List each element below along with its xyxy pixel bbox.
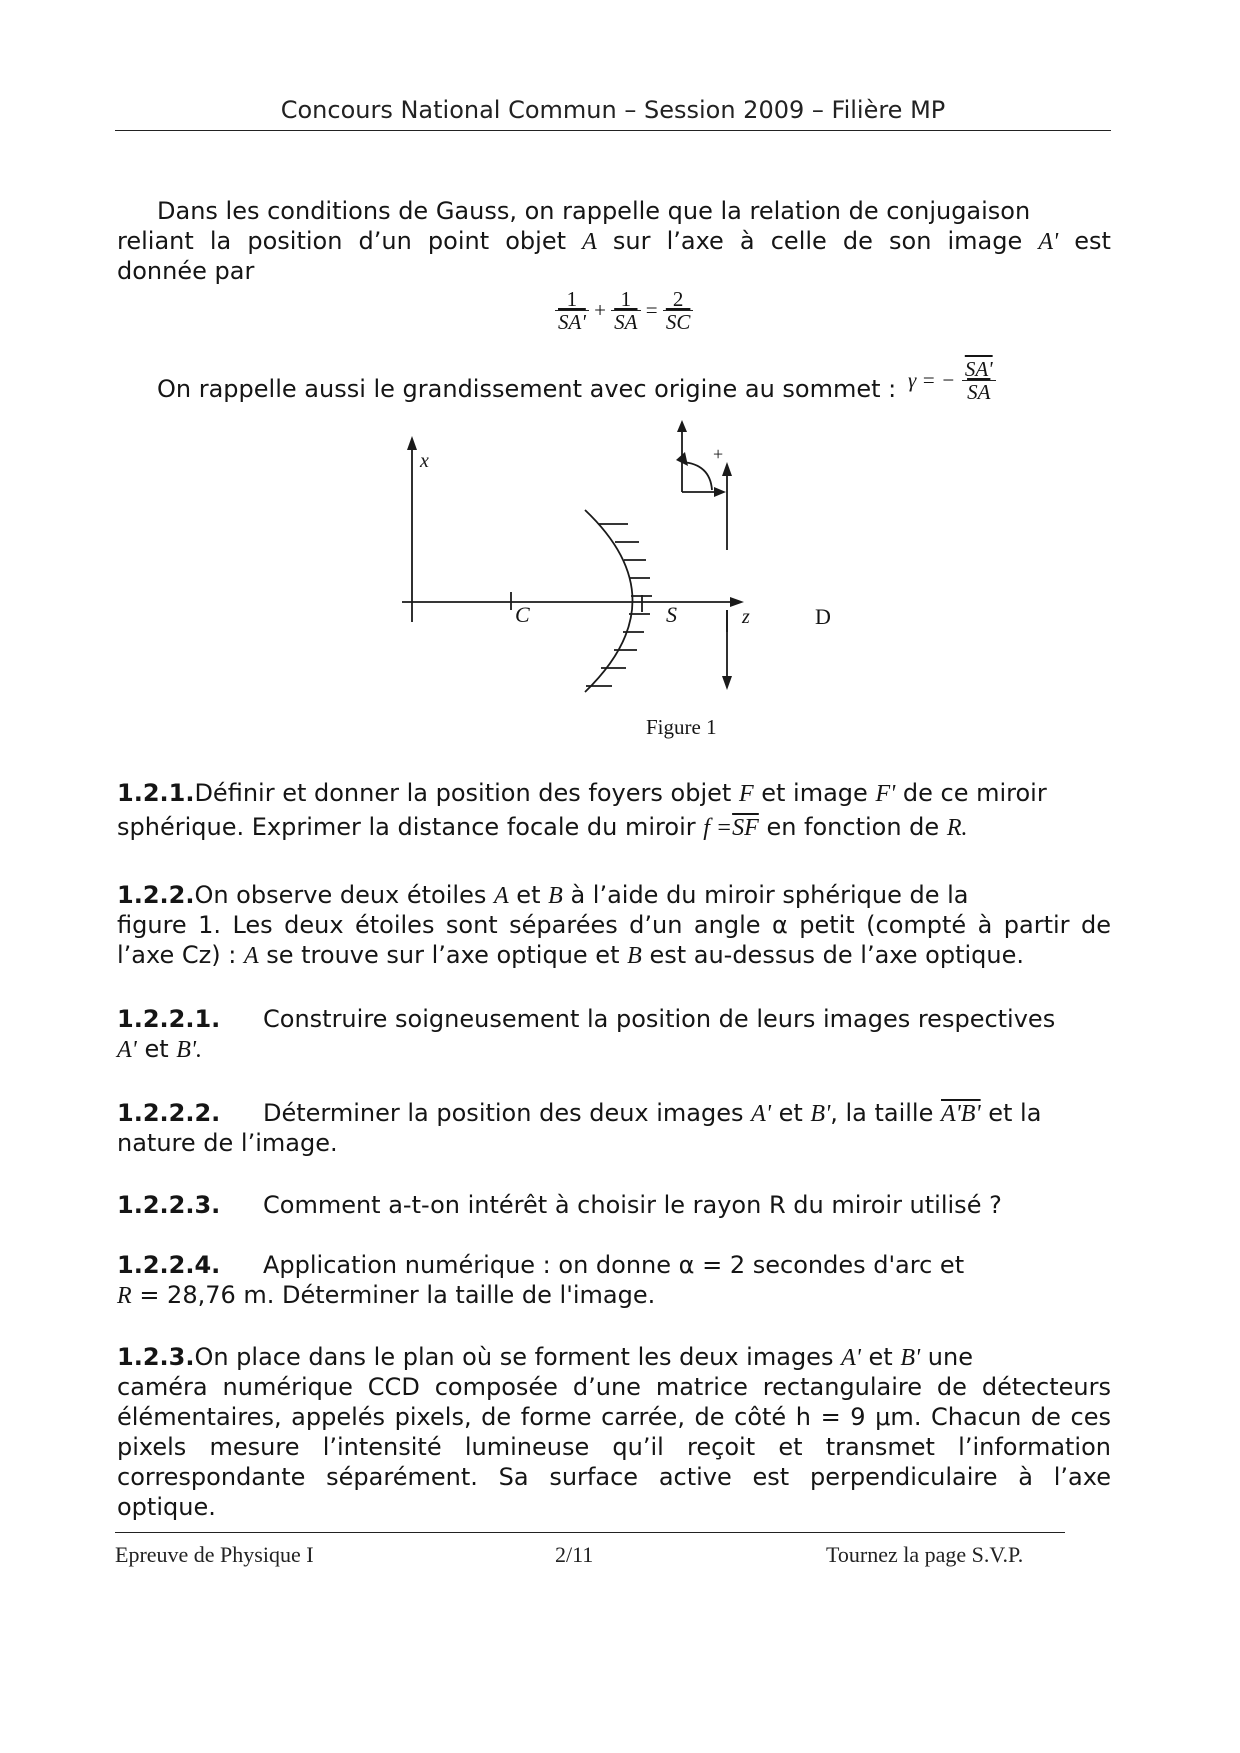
footer-page-number: 2/11: [555, 1542, 594, 1567]
footer-right: Tournez la page S.V.P.: [826, 1542, 1024, 1567]
magnification-formula: γ = − $\frac{SA'}{SA}$: [908, 358, 996, 403]
question-1-2-3-line-4: pixels mesure l’intensité lumineuse qu’il reçoit et transmet l’information: [117, 1433, 1111, 1461]
question-1-2-2-2-number: 1.2.2.2.: [117, 1099, 221, 1127]
question-1-2-2-4-line-2: R = 28,76 m. Déterminer la taille de l'image.: [117, 1281, 656, 1309]
d-arrow-down-head: [722, 676, 732, 690]
spherical-mirror: [585, 510, 633, 692]
intro-line-3: donnée par: [117, 257, 255, 285]
page-header: Concours National Commun – Session 2009 – Filière MP: [280, 96, 946, 124]
question-1-2-2-4-number: 1.2.2.4.: [117, 1251, 221, 1279]
intro-line-1: Dans les conditions de Gauss, on rappelle que la relation de conjugaison: [157, 197, 1031, 225]
question-1-2-2-2-text: Déterminer la position des deux images A' et B', la taille A'B' et la: [263, 1099, 1042, 1127]
conjugation-formula: $\frac{1}{SA'}$ + $\frac{1}{SA}$ = $\frac{2}{SC}$: [555, 288, 693, 333]
question-1-2-3-line-1: 1.2.3.On place dans le plan où se forment les deux images A' et B' une: [117, 1343, 973, 1371]
formula-term-1: $\frac{1}{SA'}$: [555, 288, 589, 333]
figure-1: [380, 420, 860, 720]
distance-d-label: D: [815, 604, 831, 629]
footer-rule: [115, 1532, 1065, 1533]
x-axis-label: x: [420, 450, 429, 472]
question-1-2-3-line-6: optique.: [117, 1493, 216, 1521]
question-1-2-1-line-2: sphérique. Exprimer la distance focale du miroir $f =\overline{SF}$ en fonction de R.: [117, 813, 968, 841]
positive-sign-label: +: [713, 444, 724, 464]
question-1-2-2-1-line-2: A' et B'.: [117, 1035, 203, 1063]
question-1-2-2-3-number: 1.2.2.3.: [117, 1191, 221, 1219]
question-1-2-2-3-text: Comment a-t-on intérêt à choisir le rayon R du miroir utilisé ?: [263, 1191, 1002, 1219]
question-1-2-3-line-5: correspondante séparément. Sa surface active est perpendiculaire à l’axe: [117, 1463, 1111, 1491]
d-arrow-up-head: [722, 462, 732, 476]
question-1-2-2-4-text: Application numérique : on donne α = 2 secondes d'arc et: [263, 1251, 965, 1279]
intro-line-2: reliant la position d’un point objet A sur l’axe à celle de son image A' est: [117, 227, 1111, 255]
point-c-label: C: [515, 602, 530, 627]
formula-term-2: $\frac{1}{SA}$: [611, 288, 640, 333]
question-1-2-1-line-1: 1.2.1.Définir et donner la position des foyers objet F et image F' de ce miroir: [117, 779, 1047, 807]
magnification-line: On rappelle aussi le grandissement avec origine au sommet :: [157, 375, 897, 403]
question-1-2-2-2-line-2: nature de l’image.: [117, 1129, 338, 1157]
header-rule: [115, 130, 1111, 131]
x-axis-arrowhead: [407, 436, 417, 450]
point-s-label: S: [666, 602, 677, 627]
footer-left: Epreuve de Physique I: [115, 1542, 314, 1567]
figure-caption: Figure 1: [646, 715, 717, 739]
question-1-2-2-line-1: 1.2.2.On observe deux étoiles A et B à l’aide du miroir sphérique de la: [117, 881, 969, 909]
formula-term-3: $\frac{2}{SC}$: [663, 288, 694, 333]
question-1-2-2-line-3: l’axe Cz) : A se trouve sur l’axe optique et B est au-dessus de l’axe optique.: [117, 941, 1025, 969]
z-axis-label: z: [742, 606, 750, 628]
question-1-2-3-line-2: caméra numérique CCD composée d’une matrice rectangulaire de détecteurs: [117, 1373, 1111, 1401]
question-1-2-2-1-text: Construire soigneusement la position de leurs images respectives: [263, 1005, 1056, 1033]
question-1-2-2-1-number: 1.2.2.1.: [117, 1005, 221, 1033]
question-1-2-3-line-3: élémentaires, appelés pixels, de forme carrée, de côté h = 9 μm. Chacun de ces: [117, 1403, 1111, 1431]
question-1-2-2-line-2: figure 1. Les deux étoiles sont séparées d’un angle α petit (compté à partir de: [117, 911, 1111, 939]
